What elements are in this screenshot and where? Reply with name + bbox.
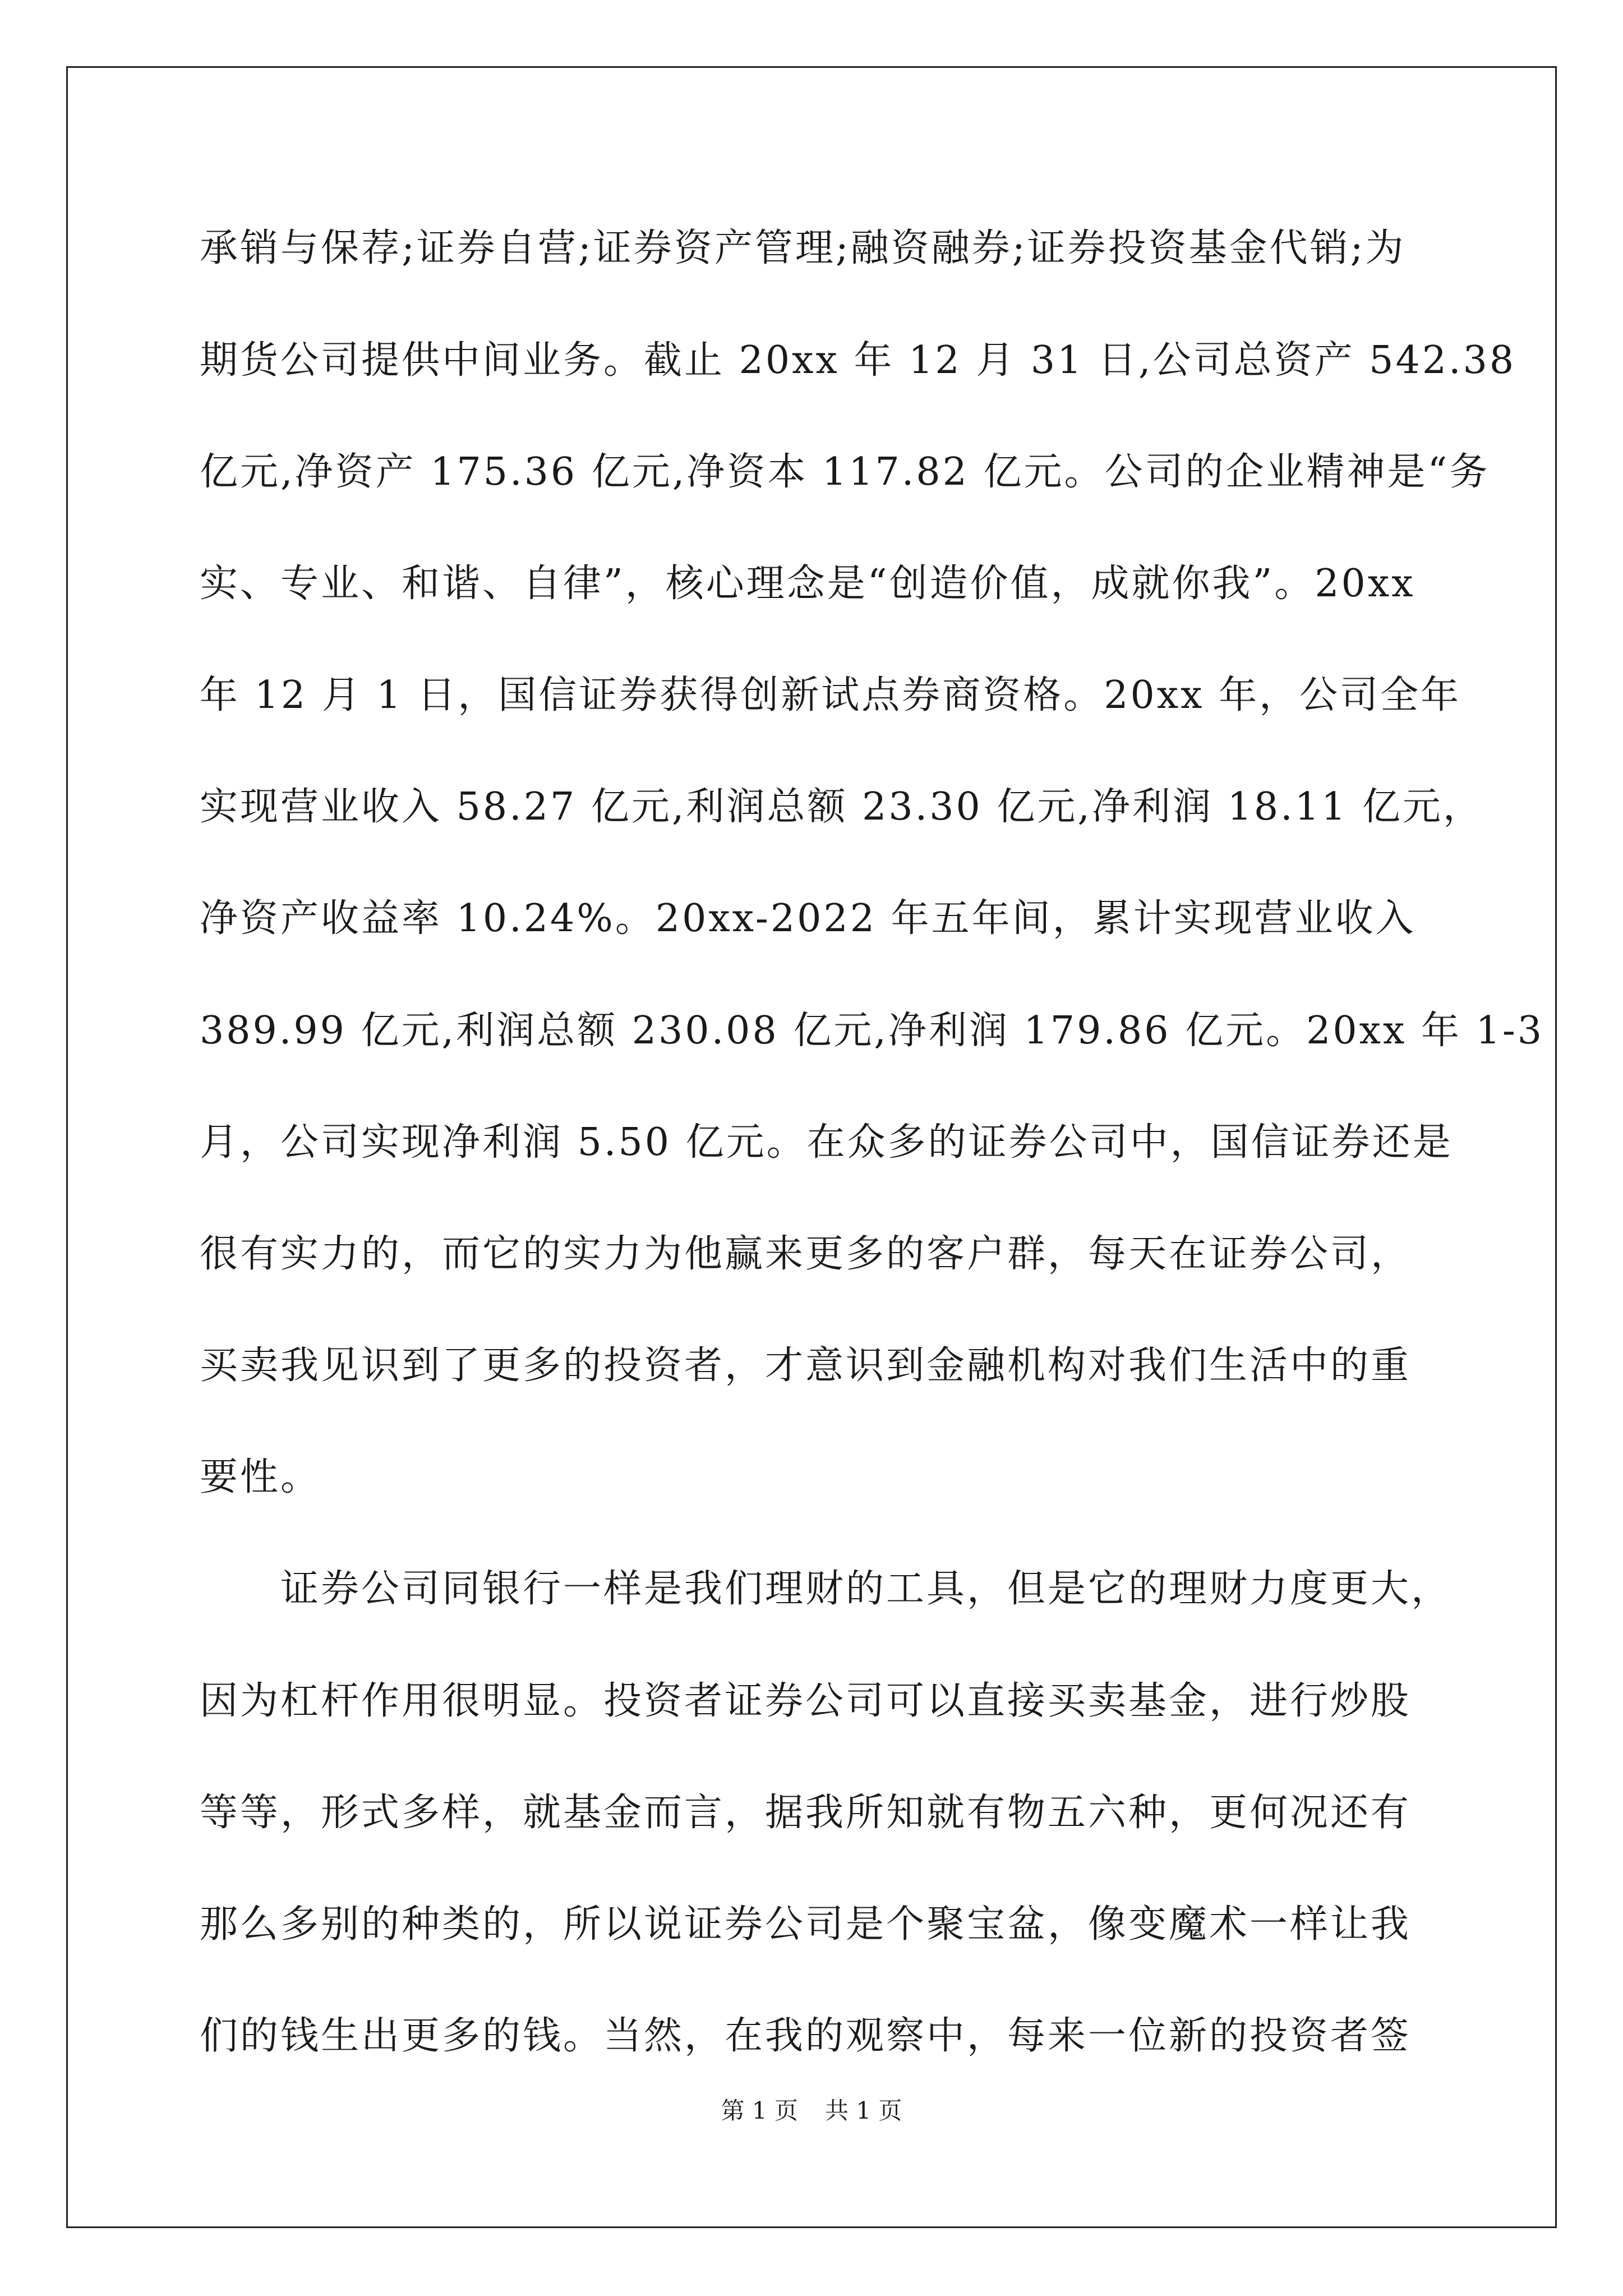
paragraph-1-line-6: 实现营业收入 58.27 亿元,利润总额 23.30 亿元,净利润 18.11 亿元， [200,785,1483,829]
paragraph-1-line-3: 亿元,净资产 175.36 亿元,净资本 117.82 亿元。公司的企业精神是“务 [200,450,1490,494]
paragraph-2-line-4: 那么多别的种类的，所以说证券公司是个聚宝盆，像变魔术一样让我 [200,1902,1412,1947]
paragraph-1-line-7: 净资产收益率 10.24%。20xx-2022 年五年间，累计实现营业收入 [200,896,1416,941]
paragraph-2-line-3: 等等，形式多样，就基金而言，据我所知就有物五六种，更何况还有 [200,1791,1412,1835]
paragraph-1-line-11: 买卖我见识到了更多的投资者，才意识到金融机构对我们生活中的重 [200,1343,1412,1388]
paragraph-1-line-1: 承销与保荐;证券自营;证券资产管理;融资融券;证券投资基金代销;为 [200,226,1406,270]
paragraph-2-line-2: 因为杠杆作用很明显。投资者证券公司可以直接买卖基金，进行炒股 [200,1679,1412,1723]
paragraph-1-line-9: 月，公司实现净利润 5.50 亿元。在众多的证券公司中，国信证券还是 [200,1120,1453,1165]
total-pages-label: 共 1 页 [825,2097,902,2124]
paragraph-1-line-4: 实、专业、和谐、自律”，核心理念是“创造价值，成就你我”。20xx [200,562,1415,606]
paragraph-1-line-5: 年 12 月 1 日，国信证券获得创新试点券商资格。20xx 年，公司全年 [200,673,1461,717]
paragraph-1-line-8: 389.99 亿元,利润总额 230.08 亿元,净利润 179.86 亿元。20xx 年 1-3 [200,1009,1544,1053]
paragraph-2-line-1: 证券公司同银行一样是我们理财的工具，但是它的理财力度更大， [280,1567,1452,1611]
paragraph-1-line-12: 要性。 [200,1455,321,1499]
paragraph-1-line-10: 很有实力的，而它的实力为他赢来更多的客户群，每天在证券公司， [200,1232,1412,1276]
paragraph-2-line-5: 们的钱生出更多的钱。当然，在我的观察中，每来一位新的投资者签 [200,2014,1412,2058]
paragraph-1-line-2: 期货公司提供中间业务。截止 20xx 年 12 月 31 日,公司总资产 542.38 [200,338,1516,383]
page-footer [0,2092,1623,2126]
page-number-label: 第 1 页 [721,2097,798,2124]
